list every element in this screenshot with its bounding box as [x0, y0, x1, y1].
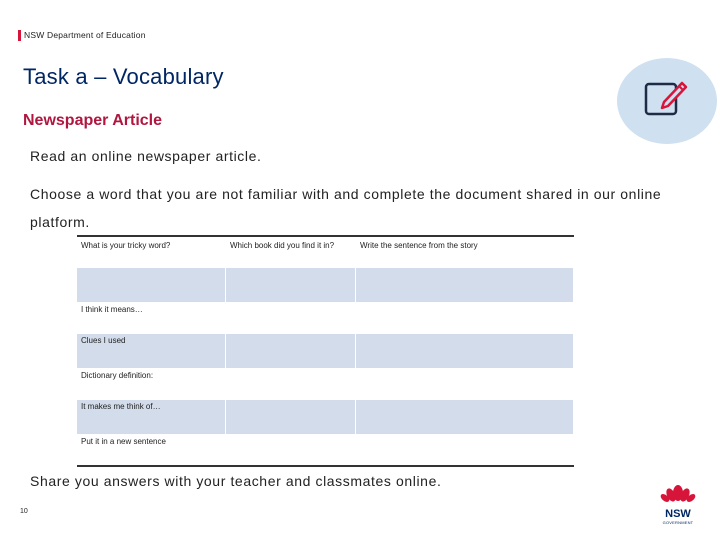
answer-cell[interactable] — [226, 303, 356, 334]
table-row — [77, 435, 574, 467]
table-header-row — [77, 236, 574, 268]
answer-cell[interactable] — [226, 400, 356, 435]
instruction-choose: Choose a word that you are not familiar with and complete the document shared in our online platform. — [30, 186, 662, 230]
answer-cell[interactable] — [226, 334, 356, 369]
table-answer-row[interactable] — [77, 268, 574, 303]
logo-subtext: GOVERNMENT — [662, 520, 694, 525]
row-label: Dictionary definition: — [77, 369, 226, 400]
edit-icon-badge — [617, 58, 717, 144]
table-row — [77, 369, 574, 400]
header-org-name: NSW Department of Education — [24, 30, 146, 40]
page-subtitle: Newspaper Article — [23, 112, 163, 129]
vocabulary-table — [77, 235, 574, 467]
answer-cell-word[interactable] — [77, 268, 226, 303]
answer-cell-book[interactable] — [226, 268, 356, 303]
answer-cell[interactable] — [226, 435, 356, 467]
answer-cell[interactable] — [356, 400, 574, 435]
table-row — [77, 400, 574, 435]
page-number: 10 — [20, 508, 28, 515]
page-title: Task a – Vocabulary — [23, 64, 224, 89]
table-header-cell: Write the sentence from the story — [356, 236, 574, 268]
answer-cell[interactable] — [356, 303, 574, 334]
instruction-share: Share you answers with your teacher and classmates online. — [30, 473, 442, 489]
row-label: I think it means… — [77, 303, 226, 334]
header-accent-bar — [18, 30, 21, 41]
nsw-government-logo — [660, 484, 696, 526]
table-row — [77, 303, 574, 334]
answer-cell[interactable] — [356, 435, 574, 467]
table-header-cell: What is your tricky word? — [77, 236, 226, 268]
row-label: It makes me think of… — [77, 400, 226, 435]
row-label: Clues I used — [77, 334, 226, 369]
logo-word: NSW — [665, 508, 691, 520]
instruction-read: Read an online newspaper article. — [30, 148, 262, 164]
answer-cell[interactable] — [356, 369, 574, 400]
answer-cell-sentence[interactable] — [356, 268, 574, 303]
edit-pencil-icon — [642, 76, 692, 126]
answer-cell[interactable] — [356, 334, 574, 369]
answer-cell[interactable] — [226, 369, 356, 400]
row-label: Put it in a new sentence — [77, 435, 226, 467]
table-header-cell: Which book did you find it in? — [226, 236, 356, 268]
table-row — [77, 334, 574, 369]
waratah-flower-icon — [660, 484, 696, 504]
